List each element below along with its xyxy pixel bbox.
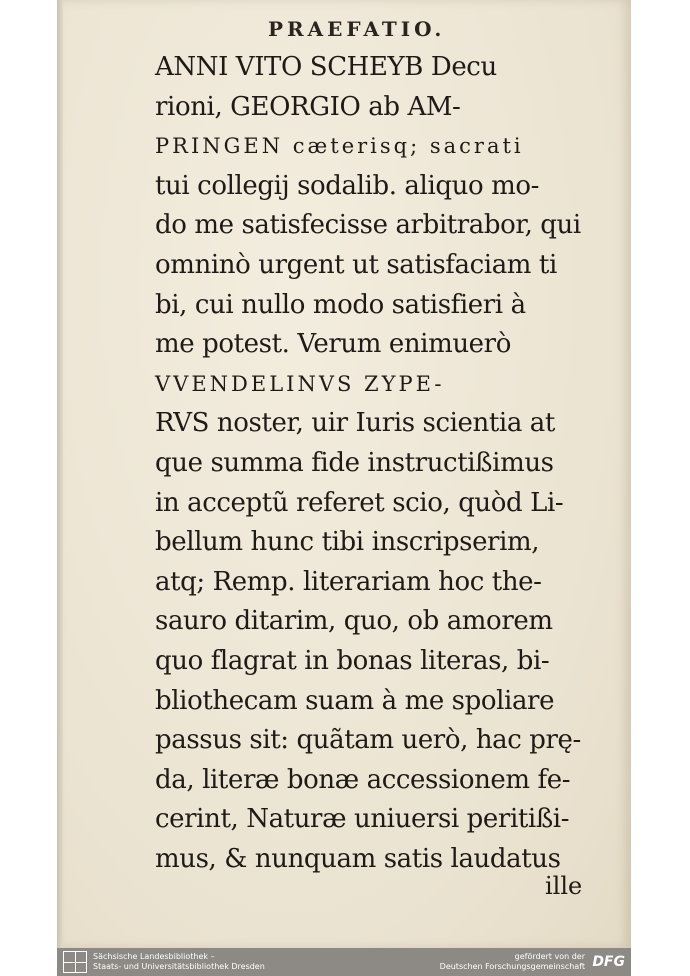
text-line: cerint, Naturæ uniuersi peritißi-	[155, 804, 570, 835]
text-line: atq; Remp. literariam hoc the-	[155, 566, 542, 597]
text-line: PRINGEN cæterisq; sacrati	[155, 134, 524, 159]
dfg-logo: DFG	[592, 954, 625, 970]
text-line: sauro ditarim, quo, ob amorem	[155, 606, 553, 637]
running-head: PRAEFATIO.	[268, 17, 446, 41]
text-line: do me satisfecisse arbitrabor, qui	[155, 210, 581, 241]
slub-logo-icon	[63, 951, 87, 973]
footer-library-line2: Staats- und Universitätsbibliothek Dresden	[93, 962, 265, 971]
footer-bar	[57, 948, 631, 976]
text-line: bi, cui nullo modo satisfieri à	[155, 289, 526, 320]
footer-funding-note	[440, 952, 585, 972]
text-line: mus, & nunquam satis laudatus	[155, 843, 561, 874]
text-line: passus sit: quãtam uerò, hac prę-	[155, 725, 581, 756]
footer-library-line1: Sächsische Landesbibliothek –	[93, 952, 215, 961]
footer-library-name	[93, 952, 265, 972]
text-line: bliothecam suam à me spoliare	[155, 685, 555, 716]
text-line: rioni, GEORGIO ab AM-	[155, 91, 461, 122]
text-line: quo flagrat in bonas literas, bi-	[155, 645, 550, 676]
text-line: VVENDELINVS ZYPE-	[155, 371, 445, 396]
text-line: in acceptũ referet scio, quòd Li-	[155, 487, 564, 518]
text-line: RVS noster, uir Iuris scientia at	[155, 408, 555, 439]
footer-funding-line1: gefördert von der	[514, 952, 585, 961]
text-line: omninò urgent ut satisfaciam ti	[155, 249, 557, 280]
text-body	[155, 48, 595, 879]
text-line: bellum hunc tibi inscripserim,	[155, 527, 540, 558]
text-line: que summa fide instructißimus	[155, 447, 554, 478]
footer-funding-line2: Deutschen Forschungsgemeinschaft	[439, 962, 585, 971]
text-line: da, literæ bonæ accessionem fe-	[155, 764, 571, 795]
text-line: tui collegij sodalib. aliquo mo-	[155, 170, 539, 201]
text-line: ANNI VITO SCHEYB Decu	[155, 52, 497, 82]
text-line: me potest. Verum enimuerò	[155, 329, 511, 360]
catchword: ille	[545, 872, 583, 900]
